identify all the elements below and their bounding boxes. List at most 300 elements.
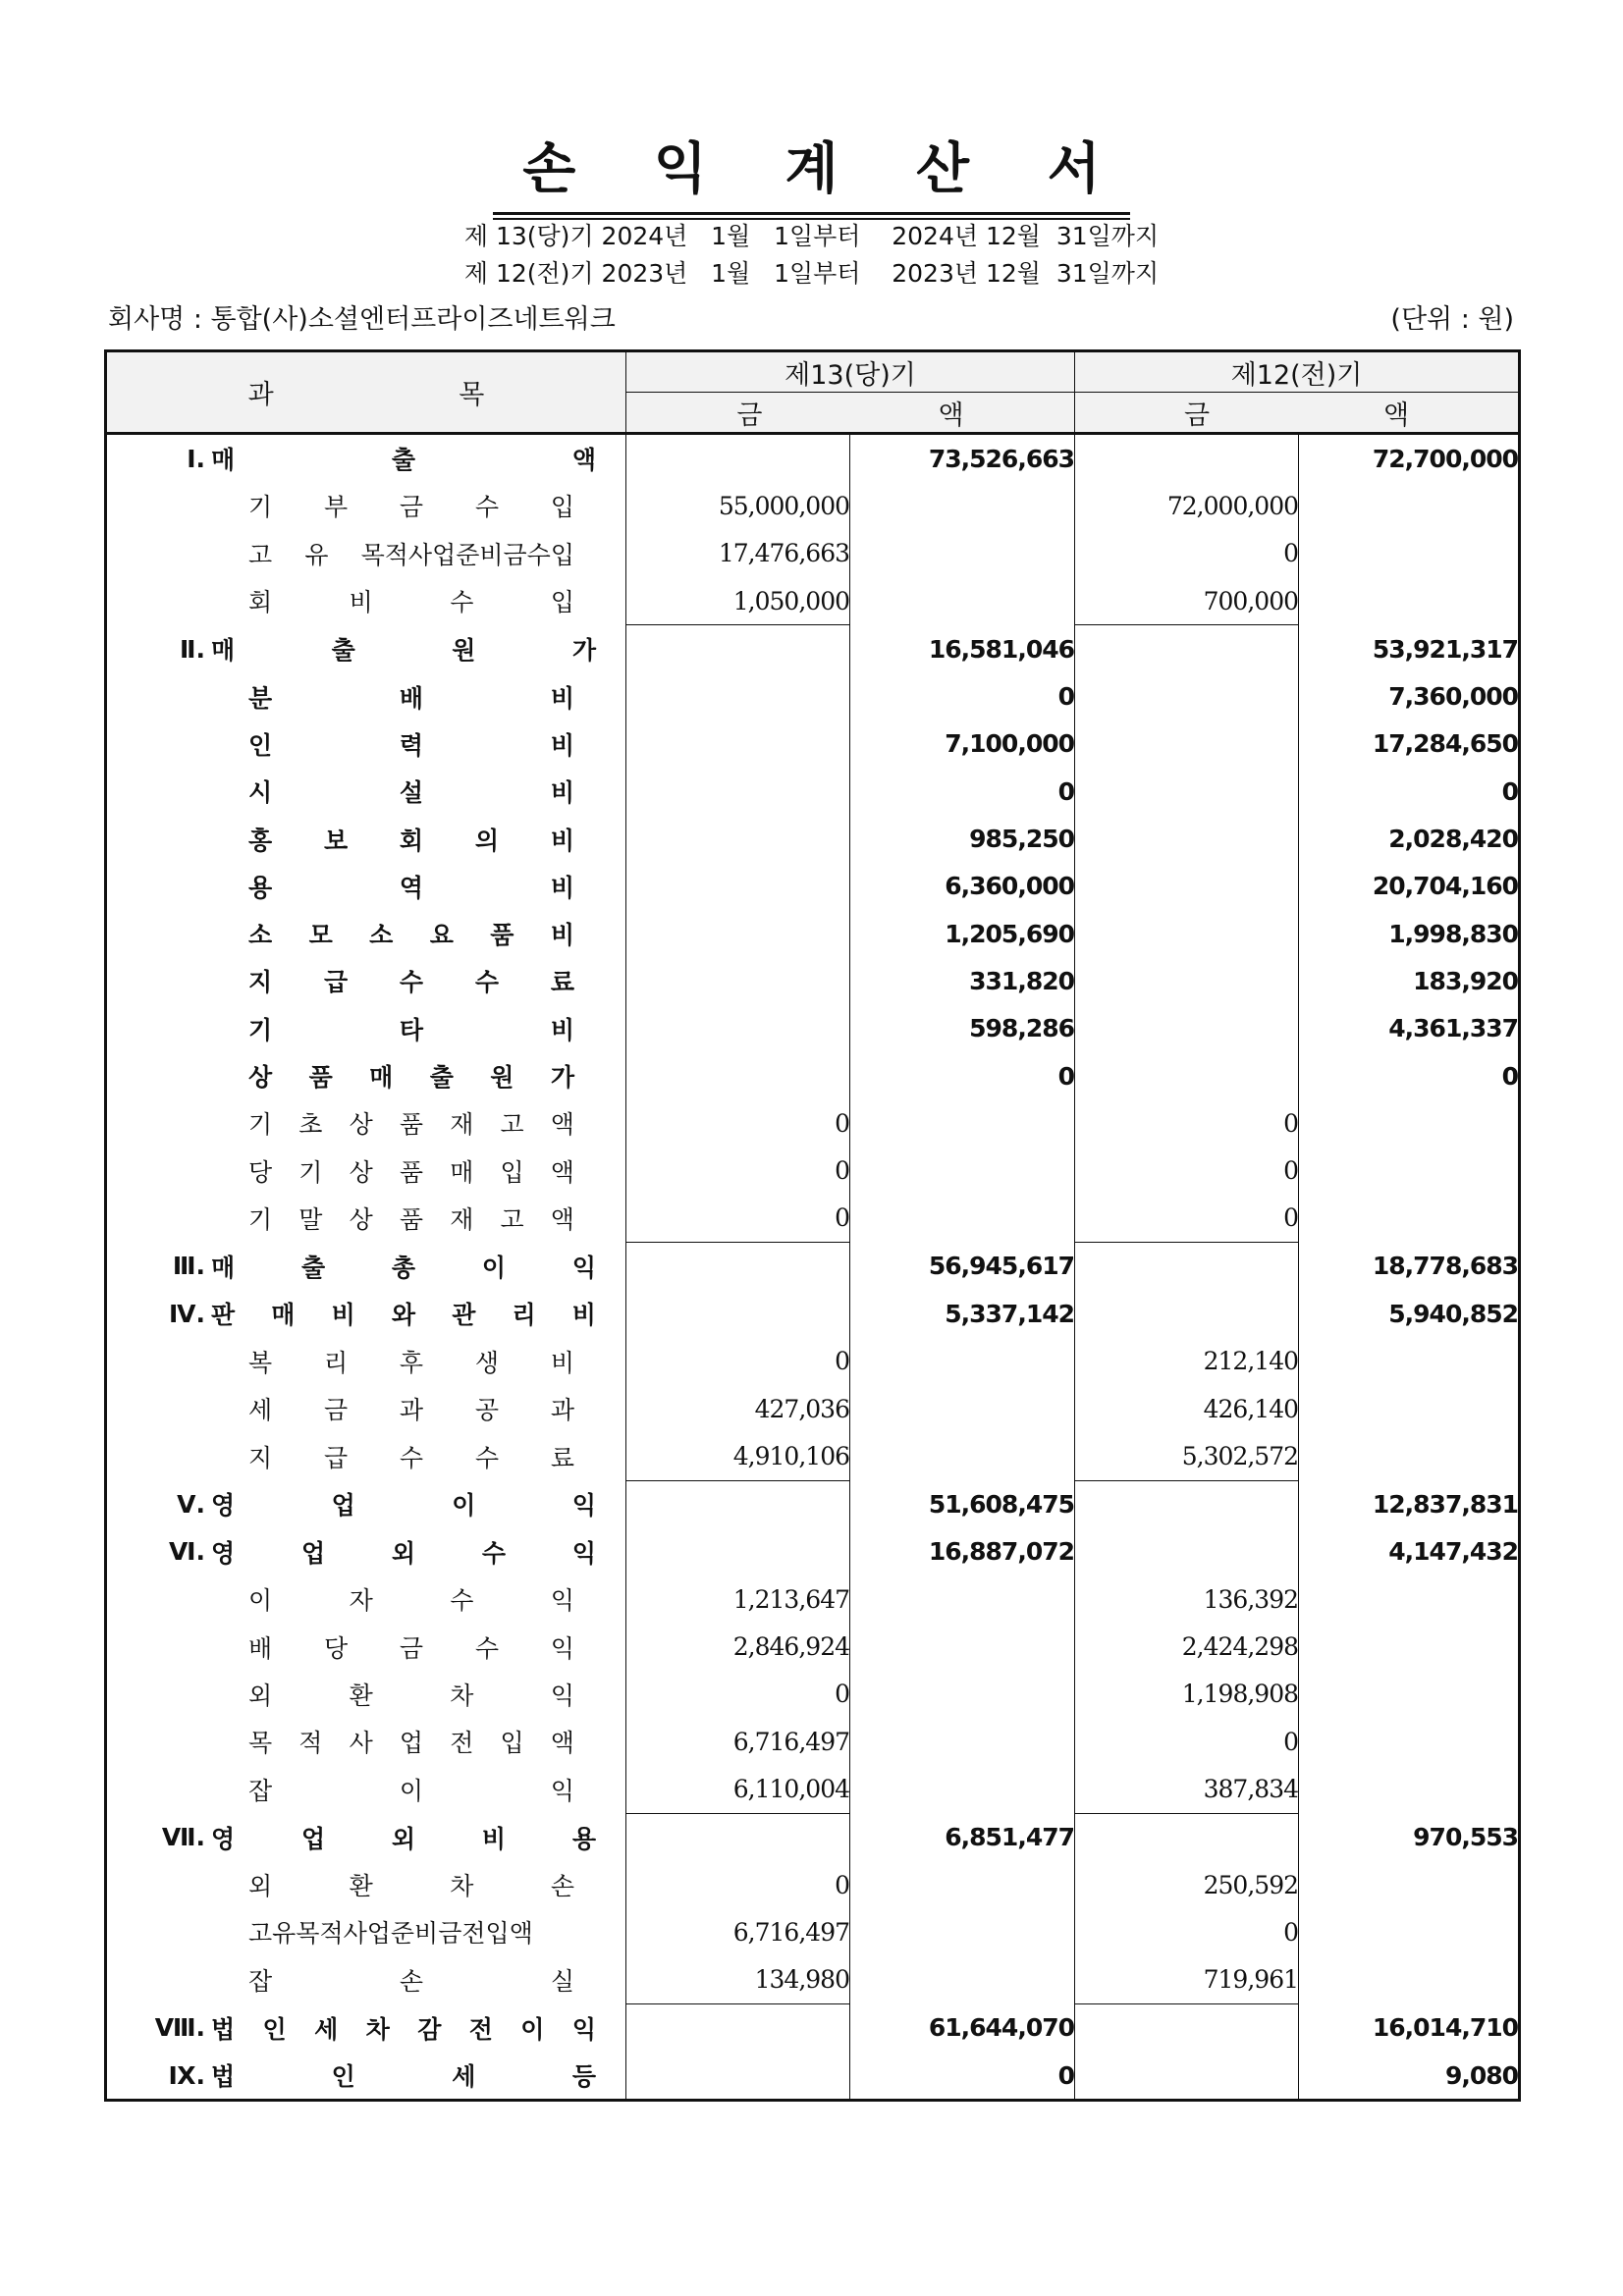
amount-value: 0: [1057, 2060, 1075, 2090]
amount-value: 1,050,000: [732, 586, 849, 615]
amount-value: 9,080: [1444, 2060, 1519, 2090]
amount-cell-c2: [850, 1385, 1075, 1432]
amount-cell-c1: [626, 1908, 850, 1955]
account-label: 시 설 비: [248, 778, 574, 808]
account-cell: [106, 530, 626, 577]
amount-cell-c1: [626, 434, 850, 483]
amount-value: 12,837,831: [1372, 1489, 1519, 1519]
amount-cell-c4: [1299, 482, 1520, 529]
account-cell: [106, 1575, 626, 1623]
amount-cell-c3: [1075, 1052, 1299, 1099]
amount-value: 426,140: [1203, 1394, 1299, 1423]
amount-cell-c1: [626, 2052, 850, 2101]
amount-value: 73,526,663: [928, 444, 1075, 473]
amount-cell-c1: [626, 1861, 850, 1908]
account-cell: [106, 482, 626, 529]
amount-cell-c3: [1075, 1908, 1299, 1955]
amount-cell-c2: [850, 1671, 1075, 1718]
amount-value: 0: [1283, 1727, 1299, 1756]
amount-cell-c3: [1075, 1480, 1299, 1528]
account-label: 법 인 세 등: [211, 2062, 596, 2092]
table-row: [106, 625, 1520, 673]
amount-value: 250,592: [1203, 1870, 1299, 1899]
amount-cell-c2: [850, 721, 1075, 768]
amount-value: 985,250: [969, 825, 1075, 854]
amount-cell-c1: [626, 1099, 850, 1147]
page-title: 손 익 계 산 서: [493, 126, 1129, 215]
amount-cell-c3: [1075, 1956, 1299, 2004]
account-cell: [106, 1623, 626, 1670]
amount-value: 4,147,432: [1388, 1537, 1519, 1567]
amount-value: 5,302,572: [1181, 1441, 1299, 1470]
amount-value: 387,834: [1203, 1774, 1299, 1803]
amount-value: 53,921,317: [1372, 634, 1519, 664]
account-cell: [106, 625, 626, 673]
amount-value: 0: [1283, 1108, 1299, 1138]
amount-value: 6,360,000: [945, 872, 1075, 901]
account-label: 판 매 비 와 관 리 비: [211, 1301, 596, 1330]
account-cell: [106, 1480, 626, 1528]
section-numeral: Ⅲ.: [172, 1252, 205, 1281]
amount-cell-c2: [850, 1765, 1075, 1813]
period-end-month: 12월: [985, 259, 1041, 288]
account-label: 외 환 차 익: [248, 1681, 574, 1710]
amount-cell-c4: [1299, 530, 1520, 577]
amount-cell-c2: [850, 1432, 1075, 1480]
amount-cell-c2: [850, 1052, 1075, 1099]
amount-cell-c1: [626, 1623, 850, 1670]
amount-cell-c3: [1075, 1099, 1299, 1147]
amount-cell-c1: [626, 2003, 850, 2052]
amount-cell-c2: [850, 1480, 1075, 1528]
amount-cell-c2: [850, 530, 1075, 577]
amount-cell-c3: [1075, 1813, 1299, 1861]
table-row: [106, 1575, 1520, 1623]
period-line-current: [0, 218, 1623, 255]
meta-line: [108, 300, 1514, 340]
amount-cell-c1: [626, 1480, 850, 1528]
amount-value: 17,476,663: [718, 539, 849, 568]
amount-cell-c4: [1299, 768, 1520, 815]
amount-value: 0: [1057, 776, 1075, 806]
amount-cell-c2: [850, 1338, 1075, 1385]
table-row: [106, 815, 1520, 862]
amount-value: 0: [1501, 1061, 1519, 1091]
amount-cell-c3: [1075, 1671, 1299, 1718]
period-start-day: 1일부터: [774, 222, 861, 250]
amount-value: 598,286: [969, 1014, 1075, 1043]
amount-value: 134,980: [754, 1965, 849, 1995]
amount-cell-c1: [626, 1528, 850, 1575]
amount-value: 0: [1501, 776, 1519, 806]
amount-cell-c4: [1299, 434, 1520, 483]
amount-value: 700,000: [1203, 586, 1299, 615]
amount-cell-c3: [1075, 1147, 1299, 1194]
account-cell: [106, 1385, 626, 1432]
amount-cell-c2: [850, 1195, 1075, 1243]
amount-cell-c3: [1075, 577, 1299, 625]
amount-cell-c4: [1299, 1099, 1520, 1147]
section-numeral: Ⅳ.: [169, 1299, 205, 1328]
period-start-day: 1일부터: [774, 259, 861, 288]
amount-cell-c3: [1075, 1385, 1299, 1432]
header-account-label: 과 목: [247, 380, 573, 410]
account-label: 매 출 원 가: [211, 636, 596, 666]
amount-cell-c3: [1075, 815, 1299, 862]
amount-cell-c2: [850, 577, 1075, 625]
table-row: [106, 910, 1520, 957]
amount-cell-c4: [1299, 1671, 1520, 1718]
amount-cell-c2: [850, 1908, 1075, 1955]
account-label: 배 당 금 수 익: [248, 1633, 574, 1663]
amount-value: 6,716,497: [732, 1727, 849, 1756]
amount-cell-c4: [1299, 1290, 1520, 1337]
amount-cell-c3: [1075, 957, 1299, 1004]
section-numeral: Ⅰ.: [187, 444, 205, 473]
account-cell: [106, 577, 626, 625]
account-cell: [106, 1338, 626, 1385]
amount-cell-c4: [1299, 1765, 1520, 1813]
period-end-year: 2023년: [892, 259, 979, 288]
section-numeral: Ⅸ.: [168, 2060, 205, 2090]
amount-cell-c1: [626, 721, 850, 768]
amount-cell-c3: [1075, 625, 1299, 673]
header-account: [106, 351, 626, 434]
amount-cell-c2: [850, 1956, 1075, 2004]
amount-cell-c2: [850, 482, 1075, 529]
header-amount-b: 액: [1382, 400, 1410, 431]
amount-value: 0: [1283, 539, 1299, 568]
table-row: [106, 1432, 1520, 1480]
amount-cell-c1: [626, 1195, 850, 1243]
period-start-month: 1월: [711, 259, 751, 288]
amount-value: 16,887,072: [928, 1537, 1075, 1567]
amount-cell-c4: [1299, 1480, 1520, 1528]
amount-cell-c1: [626, 1956, 850, 2004]
account-cell: [106, 2052, 626, 2101]
account-cell: [106, 1052, 626, 1099]
amount-cell-c1: [626, 957, 850, 1004]
table-row: [106, 577, 1520, 625]
amount-value: 1,205,690: [945, 919, 1075, 948]
table-row: [106, 1813, 1520, 1861]
account-label: 세 금 과 공 과: [248, 1396, 574, 1425]
account-cell: [106, 1243, 626, 1291]
amount-cell-c1: [626, 1671, 850, 1718]
table-row: [106, 1195, 1520, 1243]
company-name: 회사명 : 통합(사)소셜엔터프라이즈네트워크: [108, 304, 616, 335]
account-cell: [106, 910, 626, 957]
amount-cell-c3: [1075, 434, 1299, 483]
table-row: [106, 1908, 1520, 1955]
amount-cell-c1: [626, 815, 850, 862]
account-label: 목 적 사 업 전 입 액: [248, 1729, 574, 1758]
account-cell: [106, 1099, 626, 1147]
amount-cell-c2: [850, 1099, 1075, 1147]
table-row: [106, 482, 1520, 529]
amount-cell-c2: [850, 1147, 1075, 1194]
amount-cell-c4: [1299, 672, 1520, 720]
account-label: 지 급 수 수 료: [248, 1443, 574, 1472]
account-label: 영 업 외 비 용: [211, 1824, 596, 1853]
amount-cell-c2: [850, 1623, 1075, 1670]
amount-value: 56,945,617: [928, 1252, 1075, 1281]
table-row: [106, 1861, 1520, 1908]
amount-value: 183,920: [1413, 966, 1519, 995]
account-cell: [106, 1432, 626, 1480]
account-label: 법 인 세 차 감 전 이 익: [211, 2014, 596, 2044]
amount-cell-c4: [1299, 1718, 1520, 1765]
account-label: 영 업 이 익: [211, 1491, 596, 1521]
account-label: 매 출 총 이 익: [211, 1253, 596, 1282]
amount-cell-c1: [626, 768, 850, 815]
period-end-day: 31일까지: [1055, 222, 1160, 250]
account-cell: [106, 721, 626, 768]
amount-cell-c4: [1299, 1575, 1520, 1623]
period-info: [0, 218, 1623, 293]
amount-cell-c4: [1299, 1243, 1520, 1291]
amount-value: 0: [1057, 1061, 1075, 1091]
account-label: 매 출 액: [211, 446, 596, 475]
account-label: 분 배 비: [248, 683, 574, 713]
period-end-year: 2024년: [892, 222, 979, 250]
period-end-day: 31일까지: [1055, 259, 1160, 288]
amount-cell-c2: [850, 815, 1075, 862]
account-label: 상 품 매 출 원 가: [248, 1063, 574, 1092]
period-end-month: 12월: [985, 222, 1041, 250]
amount-value: 16,581,046: [928, 634, 1075, 664]
account-cell: [106, 1908, 626, 1955]
amount-cell-c2: [850, 1718, 1075, 1765]
amount-cell-c3: [1075, 1338, 1299, 1385]
amount-cell-c4: [1299, 721, 1520, 768]
amount-cell-c3: [1075, 530, 1299, 577]
amount-cell-c4: [1299, 1813, 1520, 1861]
amount-cell-c2: [850, 2052, 1075, 2101]
amount-value: 16,014,710: [1372, 2013, 1519, 2043]
amount-cell-c1: [626, 1575, 850, 1623]
account-label: 잡 손 실: [248, 1966, 574, 1996]
account-cell: [106, 1528, 626, 1575]
amount-cell-c3: [1075, 482, 1299, 529]
account-label: 이 자 수 익: [248, 1586, 574, 1616]
amount-value: 0: [835, 1347, 849, 1376]
amount-cell-c1: [626, 1813, 850, 1861]
amount-value: 0: [1283, 1917, 1299, 1947]
amount-value: 0: [1283, 1156, 1299, 1186]
amount-value: 7,360,000: [1388, 682, 1519, 712]
amount-cell-c2: [850, 1861, 1075, 1908]
amount-value: 18,778,683: [1372, 1252, 1519, 1281]
account-label: 외 환 차 손: [248, 1872, 574, 1901]
table-row: [106, 768, 1520, 815]
amount-cell-c3: [1075, 1765, 1299, 1813]
amount-cell-c3: [1075, 1290, 1299, 1337]
income-statement-table: [104, 349, 1521, 2102]
amount-cell-c2: [850, 768, 1075, 815]
amount-cell-c1: [626, 1005, 850, 1052]
amount-cell-c4: [1299, 1861, 1520, 1908]
section-numeral: Ⅷ.: [154, 2013, 205, 2043]
amount-value: 0: [835, 1870, 849, 1899]
amount-cell-c4: [1299, 1052, 1520, 1099]
amount-value: 20,704,160: [1372, 872, 1519, 901]
account-label: 고 유 목적사업준비금수입: [248, 540, 574, 569]
table-row: [106, 1290, 1520, 1337]
amount-cell-c1: [626, 482, 850, 529]
period-start-year: 2023년: [601, 259, 688, 288]
amount-cell-c4: [1299, 1385, 1520, 1432]
amount-value: 0: [1283, 1203, 1299, 1233]
amount-cell-c2: [850, 863, 1075, 910]
period-term: 제 13(당)기: [463, 222, 594, 250]
amount-value: 331,820: [969, 966, 1075, 995]
amount-cell-c4: [1299, 910, 1520, 957]
amount-cell-c4: [1299, 957, 1520, 1004]
amount-value: 7,100,000: [945, 729, 1075, 759]
account-cell: [106, 672, 626, 720]
account-label: 지 급 수 수 료: [248, 968, 574, 997]
amount-cell-c4: [1299, 2052, 1520, 2101]
amount-value: 0: [835, 1680, 849, 1709]
amount-value: 212,140: [1203, 1347, 1299, 1376]
amount-value: 1,198,908: [1181, 1680, 1299, 1709]
table-row: [106, 1338, 1520, 1385]
amount-value: 1,998,830: [1388, 919, 1519, 948]
amount-cell-c3: [1075, 2003, 1299, 2052]
header-amount-a: 금: [1183, 400, 1211, 431]
amount-cell-c4: [1299, 863, 1520, 910]
amount-cell-c1: [626, 863, 850, 910]
amount-value: 2,846,924: [732, 1632, 849, 1662]
table-row: [106, 1005, 1520, 1052]
amount-cell-c2: [850, 1528, 1075, 1575]
amount-value: 4,910,106: [732, 1441, 849, 1470]
table-row: [106, 1243, 1520, 1291]
amount-cell-c4: [1299, 1908, 1520, 1955]
amount-value: 2,028,420: [1388, 825, 1519, 854]
amount-cell-c1: [626, 1338, 850, 1385]
amount-cell-c1: [626, 672, 850, 720]
account-cell: [106, 957, 626, 1004]
account-cell: [106, 1765, 626, 1813]
amount-value: 970,553: [1413, 1823, 1519, 1851]
account-cell: [106, 1861, 626, 1908]
amount-value: 136,392: [1203, 1584, 1299, 1614]
table-row: [106, 1765, 1520, 1813]
amount-cell-c2: [850, 672, 1075, 720]
period-line-previous: [0, 255, 1623, 293]
period-start-month: 1월: [711, 222, 751, 250]
table-row: [106, 1718, 1520, 1765]
account-cell: [106, 1718, 626, 1765]
account-cell: [106, 768, 626, 815]
amount-cell-c3: [1075, 863, 1299, 910]
amount-cell-c1: [626, 1147, 850, 1194]
account-cell: [106, 1956, 626, 2004]
account-label: 인 력 비: [248, 730, 574, 760]
amount-cell-c3: [1075, 1718, 1299, 1765]
section-numeral: Ⅱ.: [180, 634, 205, 664]
amount-cell-c2: [850, 910, 1075, 957]
amount-cell-c2: [850, 1575, 1075, 1623]
account-cell: [106, 434, 626, 483]
amount-cell-c4: [1299, 1147, 1520, 1194]
amount-value: 0: [835, 1108, 849, 1138]
statement-rows: [106, 434, 1520, 2101]
amount-cell-c1: [626, 1052, 850, 1099]
amount-cell-c4: [1299, 577, 1520, 625]
amount-cell-c3: [1075, 1195, 1299, 1243]
amount-cell-c4: [1299, 815, 1520, 862]
amount-cell-c2: [850, 625, 1075, 673]
table-row: [106, 1623, 1520, 1670]
amount-value: 51,608,475: [928, 1489, 1075, 1519]
amount-cell-c3: [1075, 1528, 1299, 1575]
account-cell: [106, 815, 626, 862]
table-row: [106, 1099, 1520, 1147]
amount-cell-c2: [850, 1243, 1075, 1291]
amount-value: 2,424,298: [1181, 1632, 1299, 1662]
period-start-year: 2024년: [601, 222, 688, 250]
account-cell: [106, 1671, 626, 1718]
amount-value: 0: [1057, 682, 1075, 712]
account-cell: [106, 1290, 626, 1337]
account-label: 용 역 비: [248, 873, 574, 902]
amount-cell-c1: [626, 530, 850, 577]
table-row: [106, 1528, 1520, 1575]
header-current: 제13(당)기: [626, 351, 1075, 393]
amount-cell-c4: [1299, 625, 1520, 673]
account-label: 기 말 상 품 재 고 액: [248, 1205, 574, 1235]
amount-cell-c3: [1075, 672, 1299, 720]
header-previous: 제12(전)기: [1075, 351, 1520, 393]
amount-cell-c4: [1299, 1195, 1520, 1243]
amount-value: 1,213,647: [732, 1584, 849, 1614]
amount-value: 61,644,070: [928, 2013, 1075, 2043]
account-cell: [106, 1195, 626, 1243]
amount-cell-c4: [1299, 1528, 1520, 1575]
amount-cell-c2: [850, 957, 1075, 1004]
account-label: 소 모 소 요 품 비: [248, 921, 574, 950]
amount-value: 6,851,477: [945, 1823, 1075, 1851]
table-row: [106, 1671, 1520, 1718]
amount-cell-c3: [1075, 1861, 1299, 1908]
amount-value: 5,940,852: [1388, 1299, 1519, 1328]
amount-cell-c1: [626, 1290, 850, 1337]
table-row: [106, 434, 1520, 483]
amount-value: 55,000,000: [718, 491, 849, 520]
account-label: 당 기 상 품 매 입 액: [248, 1157, 574, 1187]
amount-cell-c1: [626, 1432, 850, 1480]
table-row: [106, 863, 1520, 910]
amount-cell-c2: [850, 1005, 1075, 1052]
amount-cell-c3: [1075, 768, 1299, 815]
amount-cell-c2: [850, 1290, 1075, 1337]
amount-cell-c3: [1075, 1243, 1299, 1291]
amount-value: 719,961: [1203, 1965, 1299, 1995]
header-current-amount: [626, 393, 1075, 434]
amount-cell-c3: [1075, 2052, 1299, 2101]
amount-value: 6,716,497: [732, 1917, 849, 1947]
section-numeral: Ⅶ.: [161, 1823, 205, 1851]
title-area: [0, 126, 1623, 215]
account-label: 고유목적사업준비금전입액: [248, 1919, 533, 1949]
account-cell: [106, 2003, 626, 2052]
account-cell: [106, 1813, 626, 1861]
account-cell: [106, 1005, 626, 1052]
amount-value: 72,700,000: [1372, 444, 1519, 473]
